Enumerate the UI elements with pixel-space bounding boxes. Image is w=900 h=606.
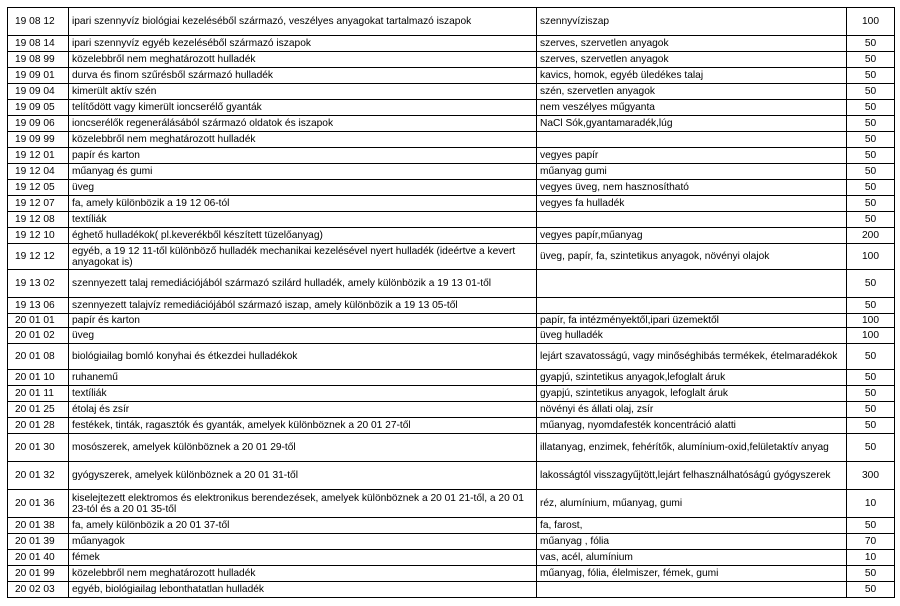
waste-description-cell: üveg	[69, 180, 537, 196]
waste-description-cell: fémek	[69, 550, 537, 566]
table-row	[8, 518, 895, 534]
table-row	[8, 582, 895, 598]
waste-code-cell: 19 08 12	[8, 8, 69, 36]
material-cell: vegyes papír	[537, 148, 847, 164]
waste-description-cell: közelebbről nem meghatározott hulladék	[69, 566, 537, 582]
material-cell: gyapjú, szintetikus anyagok, lefoglalt áruk	[537, 386, 847, 402]
material-cell: szerves, szervetlen anyagok	[537, 36, 847, 52]
quantity-cell: 100	[847, 8, 895, 36]
material-cell: kavics, homok, egyéb üledékes talaj	[537, 68, 847, 84]
table-row	[8, 386, 895, 402]
quantity-cell: 200	[847, 228, 895, 244]
waste-code-cell: 19 12 01	[8, 148, 69, 164]
waste-description-cell: kimerült aktív szén	[69, 84, 537, 100]
table-row	[8, 298, 895, 314]
material-cell: illatanyag, enzimek, fehérítők, alumínium-oxid,felületaktív anyag	[537, 434, 847, 462]
material-cell: vegyes papír,műanyag	[537, 228, 847, 244]
table-row	[8, 68, 895, 84]
quantity-cell: 50	[847, 148, 895, 164]
table-row	[8, 196, 895, 212]
material-cell: vegyes fa hulladék	[537, 196, 847, 212]
material-cell: nem veszélyes műgyanta	[537, 100, 847, 116]
waste-description-cell: üveg	[69, 328, 537, 344]
quantity-cell: 50	[847, 68, 895, 84]
material-cell	[537, 132, 847, 148]
quantity-cell: 100	[847, 314, 895, 328]
waste-code-cell: 20 01 99	[8, 566, 69, 582]
table-row	[8, 148, 895, 164]
waste-description-cell: kiselejtezett elektromos és elektronikus berendezések, amelyek különböznek a 20 01 21-től, a 20 01 23-tól és a 20 01 35-től	[69, 490, 537, 518]
table-row	[8, 344, 895, 370]
table-row	[8, 100, 895, 116]
table-row	[8, 314, 895, 328]
waste-code-cell: 20 01 38	[8, 518, 69, 534]
material-cell: vegyes üveg, nem hasznosítható	[537, 180, 847, 196]
quantity-cell: 50	[847, 52, 895, 68]
waste-description-cell: ipari szennyvíz biológiai kezeléséből származó, veszélyes anyagokat tartalmazó iszapok	[69, 8, 537, 36]
material-cell	[537, 212, 847, 228]
waste-description-cell: papír és karton	[69, 148, 537, 164]
waste-description-cell: biológiailag bomló konyhai és étkezdei hulladékok	[69, 344, 537, 370]
waste-code-cell: 20 02 03	[8, 582, 69, 598]
waste-description-cell: papír és karton	[69, 314, 537, 328]
material-cell: lakosságtól visszagyűjtött,lejárt felhasználhatóságú gyógyszerek	[537, 462, 847, 490]
waste-code-cell: 20 01 01	[8, 314, 69, 328]
quantity-cell: 50	[847, 434, 895, 462]
quantity-cell: 50	[847, 36, 895, 52]
waste-description-cell: egyéb, a 19 12 11-től különböző hulladék mechanikai kezelésével nyert hulladék (ideértve a kevert anyagokat is)	[69, 244, 537, 270]
table-row	[8, 462, 895, 490]
quantity-cell: 50	[847, 566, 895, 582]
waste-code-cell: 20 01 11	[8, 386, 69, 402]
quantity-cell: 50	[847, 196, 895, 212]
quantity-cell: 100	[847, 328, 895, 344]
waste-code-cell: 19 09 06	[8, 116, 69, 132]
waste-code-cell: 19 12 08	[8, 212, 69, 228]
material-cell: papír, fa intézményektől,ipari üzemektől	[537, 314, 847, 328]
table-row	[8, 550, 895, 566]
material-cell: vas, acél, alumínium	[537, 550, 847, 566]
waste-description-cell: fa, amely különbözik a 20 01 37-től	[69, 518, 537, 534]
waste-code-cell: 19 12 07	[8, 196, 69, 212]
waste-description-cell: szennyezett talaj remediációjából származó szilárd hulladék, amely különbözik a 19 13 01-től	[69, 270, 537, 298]
quantity-cell: 10	[847, 490, 895, 518]
waste-description-cell: közelebbről nem meghatározott hulladék	[69, 52, 537, 68]
table-row	[8, 212, 895, 228]
material-cell: réz, alumínium, műanyag, gumi	[537, 490, 847, 518]
material-cell	[537, 582, 847, 598]
table-row	[8, 84, 895, 100]
waste-description-cell: durva és finom szűrésből származó hulladék	[69, 68, 537, 84]
waste-code-cell: 20 01 40	[8, 550, 69, 566]
waste-description-cell: közelebbről nem meghatározott hulladék	[69, 132, 537, 148]
table-row	[8, 402, 895, 418]
table-row	[8, 36, 895, 52]
waste-code-cell: 19 09 05	[8, 100, 69, 116]
waste-code-cell: 19 13 06	[8, 298, 69, 314]
waste-description-cell: egyéb, biológiailag lebonthatatlan hulladék	[69, 582, 537, 598]
quantity-cell: 50	[847, 164, 895, 180]
table-row	[8, 270, 895, 298]
waste-code-cell: 19 08 14	[8, 36, 69, 52]
material-cell: szerves, szervetlen anyagok	[537, 52, 847, 68]
waste-table-body	[8, 8, 895, 598]
quantity-cell: 50	[847, 418, 895, 434]
material-cell: műanyag, fólia, élelmiszer, fémek, gumi	[537, 566, 847, 582]
waste-code-cell: 20 01 28	[8, 418, 69, 434]
quantity-cell: 50	[847, 402, 895, 418]
waste-code-cell: 19 09 99	[8, 132, 69, 148]
waste-description-cell: műanyag és gumi	[69, 164, 537, 180]
waste-code-cell: 19 12 05	[8, 180, 69, 196]
material-cell: lejárt szavatosságú, vagy minőséghibás termékek, ételmaradékok	[537, 344, 847, 370]
table-row	[8, 434, 895, 462]
quantity-cell: 50	[847, 344, 895, 370]
material-cell: üveg, papír, fa, szintetikus anyagok, növényi olajok	[537, 244, 847, 270]
quantity-cell: 50	[847, 212, 895, 228]
table-row	[8, 566, 895, 582]
waste-code-cell: 20 01 39	[8, 534, 69, 550]
material-cell: műanyag gumi	[537, 164, 847, 180]
table-row	[8, 164, 895, 180]
waste-code-cell: 19 08 99	[8, 52, 69, 68]
quantity-cell: 50	[847, 518, 895, 534]
material-cell: növényi és állati olaj, zsír	[537, 402, 847, 418]
table-row	[8, 8, 895, 36]
waste-description-cell: ruhanemű	[69, 370, 537, 386]
waste-code-cell: 19 09 04	[8, 84, 69, 100]
waste-code-cell: 19 09 01	[8, 68, 69, 84]
table-row	[8, 534, 895, 550]
waste-code-cell: 20 01 08	[8, 344, 69, 370]
waste-description-cell: ioncserélők regenerálásából származó oldatok és iszapok	[69, 116, 537, 132]
waste-description-cell: festékek, tinták, ragasztók és gyanták, amelyek különböznek a 20 01 27-től	[69, 418, 537, 434]
waste-code-cell: 20 01 30	[8, 434, 69, 462]
waste-description-cell: gyógyszerek, amelyek különböznek a 20 01 31-től	[69, 462, 537, 490]
material-cell: gyapjú, szintetikus anyagok,lefoglalt áruk	[537, 370, 847, 386]
table-row	[8, 228, 895, 244]
quantity-cell: 300	[847, 462, 895, 490]
material-cell: szennyvíziszap	[537, 8, 847, 36]
waste-description-cell: szennyezett talajvíz remediációjából származó iszap, amely különbözik a 19 13 05-től	[69, 298, 537, 314]
table-row	[8, 490, 895, 518]
waste-code-cell: 19 13 02	[8, 270, 69, 298]
material-cell: műanyag , fólia	[537, 534, 847, 550]
waste-code-cell: 20 01 36	[8, 490, 69, 518]
quantity-cell: 50	[847, 386, 895, 402]
waste-description-cell: éghető hulladékok( pl.keverékből készített tüzelőanyag)	[69, 228, 537, 244]
table-row	[8, 132, 895, 148]
quantity-cell: 50	[847, 116, 895, 132]
quantity-cell: 100	[847, 244, 895, 270]
waste-description-cell: textíliák	[69, 386, 537, 402]
waste-code-cell: 20 01 10	[8, 370, 69, 386]
waste-code-cell: 20 01 25	[8, 402, 69, 418]
material-cell: NaCl Sók,gyantamaradék,lúg	[537, 116, 847, 132]
quantity-cell: 50	[847, 270, 895, 298]
table-row	[8, 328, 895, 344]
material-cell	[537, 298, 847, 314]
waste-code-cell: 19 12 10	[8, 228, 69, 244]
waste-code-cell: 19 12 04	[8, 164, 69, 180]
table-row	[8, 180, 895, 196]
table-row	[8, 370, 895, 386]
quantity-cell: 50	[847, 370, 895, 386]
table-row	[8, 52, 895, 68]
waste-description-cell: műanyagok	[69, 534, 537, 550]
table-row	[8, 244, 895, 270]
waste-description-cell: mosószerek, amelyek különböznek a 20 01 29-től	[69, 434, 537, 462]
material-cell: szén, szervetlen anyagok	[537, 84, 847, 100]
waste-description-cell: ipari szennyvíz egyéb kezeléséből származó iszapok	[69, 36, 537, 52]
quantity-cell: 50	[847, 100, 895, 116]
waste-description-cell: textíliák	[69, 212, 537, 228]
waste-code-cell: 20 01 02	[8, 328, 69, 344]
material-cell	[537, 270, 847, 298]
quantity-cell: 50	[847, 582, 895, 598]
quantity-cell: 50	[847, 298, 895, 314]
quantity-cell: 50	[847, 84, 895, 100]
waste-description-cell: telítődött vagy kimerült ioncserélő gyanták	[69, 100, 537, 116]
waste-code-cell: 20 01 32	[8, 462, 69, 490]
quantity-cell: 50	[847, 132, 895, 148]
material-cell: fa, farost,	[537, 518, 847, 534]
quantity-cell: 70	[847, 534, 895, 550]
table-row	[8, 418, 895, 434]
waste-description-cell: étolaj és zsír	[69, 402, 537, 418]
waste-description-cell: fa, amely különbözik a 19 12 06-tól	[69, 196, 537, 212]
quantity-cell: 50	[847, 180, 895, 196]
quantity-cell: 10	[847, 550, 895, 566]
material-cell: műanyag, nyomdafesték koncentráció alatti	[537, 418, 847, 434]
waste-code-cell: 19 12 12	[8, 244, 69, 270]
material-cell: üveg hulladék	[537, 328, 847, 344]
waste-table	[7, 7, 895, 598]
table-row	[8, 116, 895, 132]
